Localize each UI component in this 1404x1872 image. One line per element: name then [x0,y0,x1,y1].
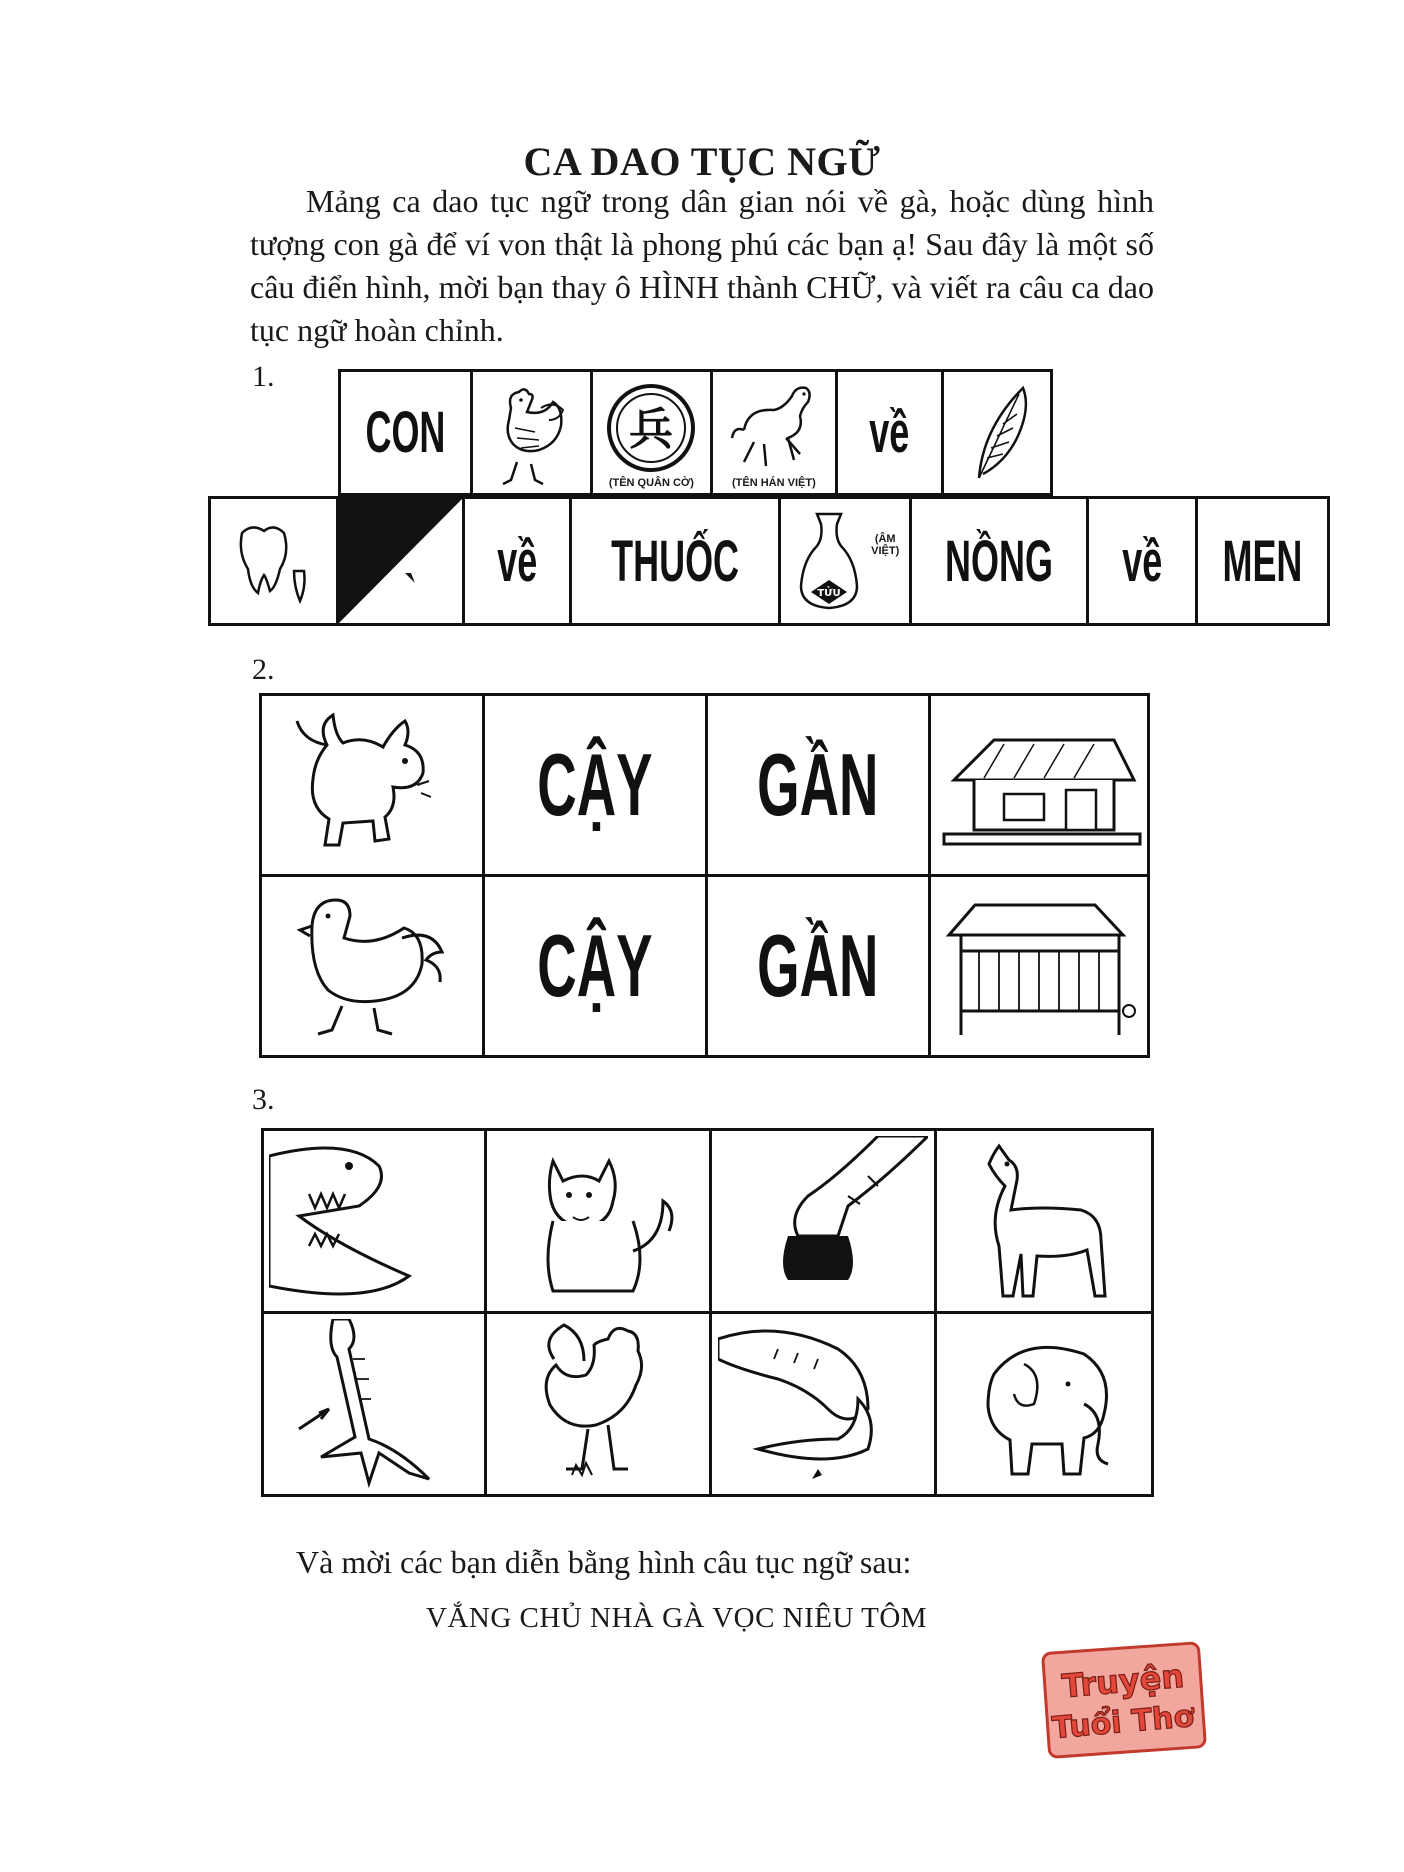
puzzle-1-cell [836,371,942,495]
intro-text: Mảng ca dao tục ngữ trong dân gian nói về gà, hoặc dùng hình tượng con gà để ví von thật là phong phú các bạn ạ! Sau đây là một số câu điển hình, mời bạn thay ô HÌNH thành CHỮ, và viết ra câu ca dao tục ngữ hoàn chỉnh. [250,183,1154,348]
horse-icon [724,380,824,476]
puzzle-1-cell [942,371,1051,495]
puzzle-1-cell [340,371,472,495]
puzzle-1-number: 1. [252,360,275,393]
puzzle-1-row-2 [208,496,1330,626]
puzzle-1-cell [1197,498,1329,625]
puzzle-1-cell [471,371,591,495]
puzzle-1-cell [711,371,836,495]
puzzle-2-cell [707,695,930,876]
horse-icon [959,1136,1129,1306]
footer-prompt: Và mời các bạn diễn bằng hình câu tục ngữ sau: [296,1544,912,1580]
puzzle-2-number: 2. [252,653,275,686]
rooster-icon [481,378,581,488]
puzzle-1-cell [338,498,464,625]
puzzle-3-cell [486,1130,711,1313]
publisher-logo [1040,1640,1210,1760]
chicken-leg-icon [279,1319,469,1489]
puzzle-1-cell [1088,498,1197,625]
house-icon [934,710,1144,860]
word-cay: CẬY [537,735,653,834]
rooster-icon [282,886,462,1046]
puzzle-3-cell [263,1130,486,1313]
puzzle-3-cell [486,1313,711,1496]
puzzle-2-cell [930,876,1149,1057]
puzzle-1-cell [591,371,711,495]
feather-icon [957,378,1037,488]
puzzle-3-number: 3. [252,1083,275,1116]
puzzle-1-cell [210,498,338,625]
word-ve: về [496,528,537,594]
puzzle-3-cell [711,1313,936,1496]
vase-caption: (ÂM VIỆT) [871,533,900,557]
dog-icon [287,705,457,865]
chess-soldier-icon [601,380,701,476]
word-men: MEN [1222,528,1303,594]
puzzle-2-cell [261,876,484,1057]
word-cay: CẬY [537,916,653,1015]
word-ve: về [869,400,910,465]
puzzle-2-cell [261,695,484,876]
word-thuoc: THUỐC [611,528,740,594]
puzzle-3-cell [936,1130,1153,1313]
tooth-icon [224,511,324,611]
elephant-tusk-icon [718,1319,928,1489]
svg-text:Truyện: Truyện [1060,1656,1186,1706]
puzzle-1-cell [571,498,780,625]
open-jaws-icon [269,1136,479,1306]
word-ve: về [1122,528,1163,594]
puzzle-3-grid [261,1128,1154,1497]
page-title: CA DAO TỤC NGỮ [523,139,881,184]
puzzle-1-cell [780,498,911,625]
svg-text:Tuổi Thơ: Tuổi Thơ [1050,1698,1196,1747]
word-gan: GẦN [757,735,879,834]
cat-icon [513,1141,683,1301]
puzzle-1-row-1 [338,369,1053,496]
chicken-coop-icon [939,891,1139,1041]
puzzle-1-cell [464,498,571,625]
svg-text:TỬU: TỬU [817,588,841,599]
puzzle-2-cell [484,695,707,876]
intro-paragraph [250,180,1154,352]
rooster-icon [518,1319,678,1489]
svg-text:兵: 兵 [629,403,674,455]
vase-icon [789,506,869,616]
elephant-icon [954,1324,1134,1484]
chess-caption: (TÊN QUÂN CỜ) [608,477,694,489]
word-gan: GẦN [757,916,879,1015]
hoof-icon [718,1136,928,1306]
puzzle-2-cell [930,695,1149,876]
horse-caption: (TÊN HÁN VIỆT) [732,477,816,489]
puzzle-2-grid [259,693,1150,1058]
word-nong: NỒNG [945,528,1054,594]
puzzle-2-cell [484,876,707,1057]
puzzle-2-cell [707,876,930,1057]
puzzle-3-cell [711,1130,936,1313]
footer-proverb: VẮNG CHỦ NHÀ GÀ VỌC NIÊU TÔM [426,1602,928,1634]
puzzle-1-cell [911,498,1088,625]
puzzle-3-cell [263,1313,486,1496]
puzzle-3-cell [936,1313,1153,1496]
word-con: CON [365,400,446,465]
diagonal-split-icon [339,499,462,623]
